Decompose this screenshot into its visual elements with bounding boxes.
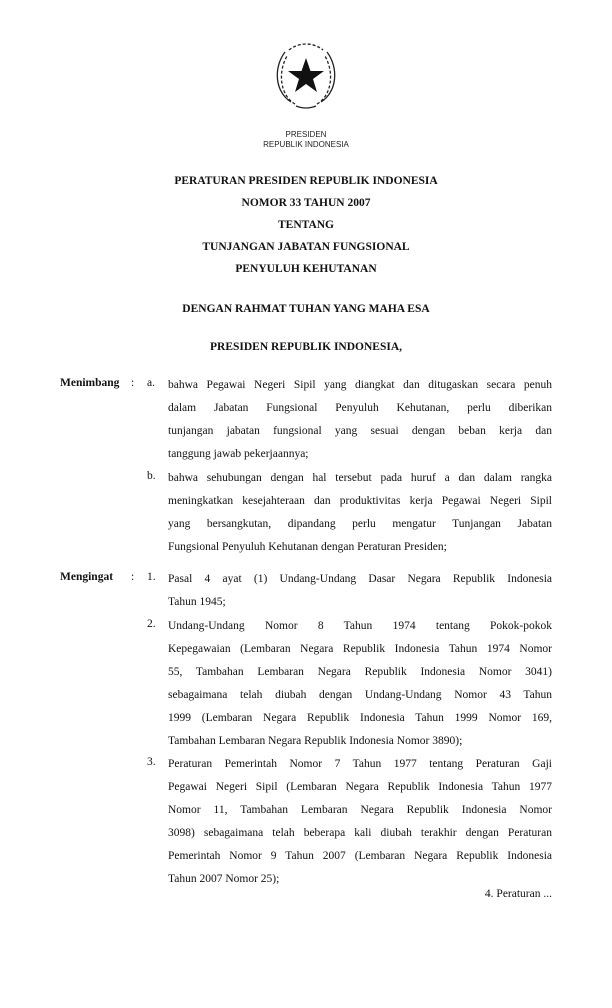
mengingat-item-number: 1. (147, 571, 156, 583)
menimbang-item-text (168, 470, 552, 562)
text-line: 55, Tambahan Lembaran Negara Republik Indonesia Nomor 3041) (168, 666, 552, 678)
menimbang-colon: : (131, 377, 135, 389)
text-line: yang bersangkutan, dipandang perlu mengatur Tunjangan Jabatan (168, 518, 552, 530)
regulation-subject-line2: PENYULUH KEHUTANAN (235, 263, 377, 275)
text-line: bahwa sehubungan dengan hal tersebut pada huruf a dan dalam rangka (168, 472, 552, 484)
regulation-subject-line1: TUNJANGAN JABATAN FUNGSIONAL (202, 241, 410, 253)
president-heading: PRESIDEN REPUBLIK INDONESIA, (209, 341, 403, 353)
preamble: DENGAN RAHMAT TUHAN YANG MAHA ESA (182, 303, 430, 315)
text-line: Tambahan Lembaran Negara Republik Indonesia Nomor 3890); (168, 735, 463, 747)
text-line: Undang-Undang Nomor 8 Tahun 1974 tentang Pokok-pokok (168, 620, 552, 632)
mengingat-colon: : (131, 571, 135, 583)
presidential-emblem-icon (271, 40, 341, 112)
menimbang-label: Menimbang (60, 377, 120, 389)
text-line: Tahun 1945; (168, 596, 226, 608)
emblem-caption-line1: PRESIDEN (285, 130, 327, 139)
text-line: 1999 (Lembaran Negara Republik Indonesia Tahun 1999 Nomor 169, (168, 712, 552, 724)
text-line: Pegawai Negeri Sipil (Lembaran Negara Republik Indonesia Tahun 1977 (168, 781, 552, 793)
page-continuation: 4. Peraturan ... (484, 888, 552, 900)
text-line: sebagaimana telah diubah dengan Undang-Undang Nomor 43 Tahun (168, 689, 552, 701)
emblem-caption-line2: REPUBLIK INDONESIA (263, 140, 349, 149)
mengingat-item-number: 2. (147, 618, 156, 630)
mengingat-item-number: 3. (147, 756, 156, 768)
text-line: dalam Jabatan Fungsional Penyuluh Kehutanan, perlu diberikan (168, 402, 552, 414)
text-line: Pasal 4 ayat (1) Undang-Undang Dasar Negara Republik Indonesia (168, 573, 552, 585)
text-line: Nomor 11, Tambahan Lembaran Negara Republik Indonesia Nomor (168, 804, 552, 816)
menimbang-item-text (168, 377, 552, 469)
mengingat-item-text (168, 618, 552, 756)
regulation-number: NOMOR 33 TAHUN 2007 (241, 197, 371, 209)
text-line: Kepegawaian (Lembaran Negara Republik Indonesia Tahun 1974 Nomor (168, 643, 552, 655)
mengingat-item-text (168, 571, 552, 617)
text-line: 3098) sebagaimana telah beberapa kali diubah terakhir dengan Peraturan (168, 827, 552, 839)
menimbang-item-number: a. (147, 377, 155, 389)
menimbang-item-number: b. (147, 470, 156, 482)
text-line: Fungsional Penyuluh Kehutanan dengan Peraturan Presiden; (168, 541, 447, 553)
text-line: bahwa Pegawai Negeri Sipil yang diangkat dan ditugaskan secara penuh (168, 379, 552, 391)
regulation-about: TENTANG (277, 219, 335, 231)
text-line: tunjangan jabatan fungsional yang sesuai dengan beban kerja dan (168, 425, 552, 437)
text-line: tanggung jawab pekerjaannya; (168, 448, 309, 460)
mengingat-item-text (168, 756, 552, 894)
text-line: Tahun 2007 Nomor 25); (168, 873, 280, 885)
text-line: meningkatkan kesejahteraan dan produktivitas kerja Pegawai Negeri Sipil (168, 495, 552, 507)
mengingat-label: Mengingat (60, 571, 114, 583)
regulation-title: PERATURAN PRESIDEN REPUBLIK INDONESIA (174, 175, 438, 187)
text-line: Peraturan Pemerintah Nomor 7 Tahun 1977 tentang Peraturan Gaji (168, 758, 552, 770)
text-line: Pemerintah Nomor 9 Tahun 2007 (Lembaran Negara Republik Indonesia (168, 850, 552, 862)
